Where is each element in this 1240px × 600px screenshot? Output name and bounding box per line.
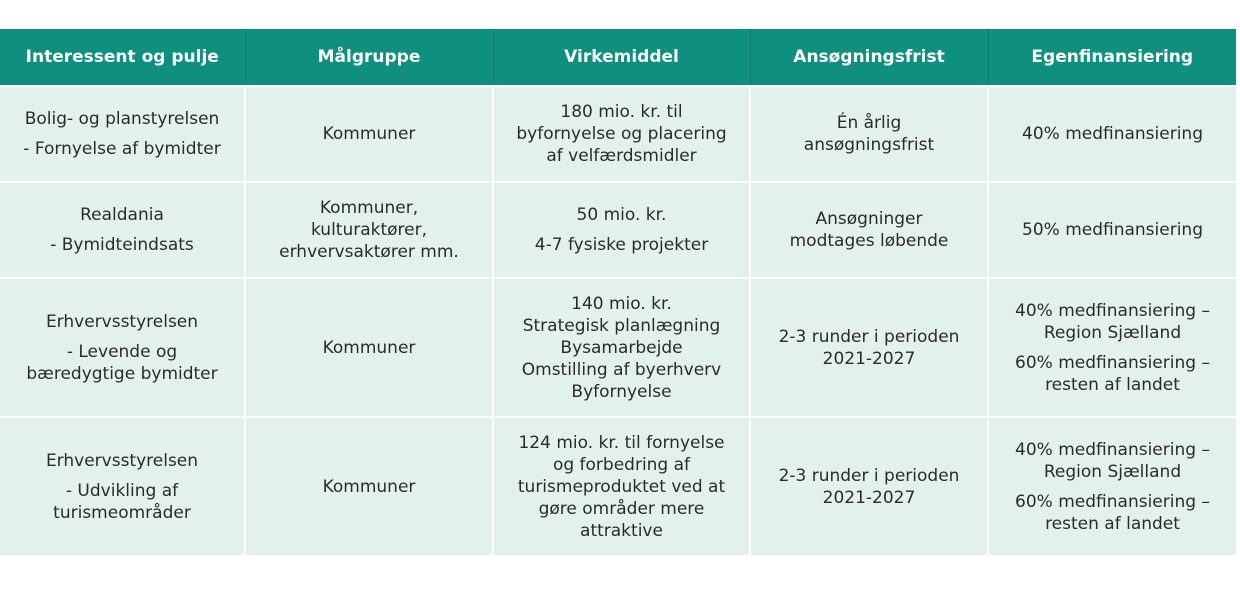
cell-line: ansøgningsfrist [803,135,935,155]
cell-line: Bysamarbejde [560,337,683,358]
cell-egenfinansiering [988,278,1236,417]
header-ansoegningsfrist: Ansøgningsfrist [750,29,988,86]
cell-virkemiddel [493,182,750,278]
cell-virkemiddel [493,278,750,417]
cell-line: turismeproduktet ved at [517,476,726,497]
cell-line: 60% medfinansiering – [1015,491,1210,512]
cell-line: 4-7 fysiske projekter [534,235,709,255]
cell-interessent [0,86,245,182]
cell-line: 40% medfinansiering – [1015,439,1210,460]
cell-line: Region Sjælland [1043,461,1182,482]
cell-interessent [0,417,245,555]
cell-frist [750,278,988,417]
cell-line: Kommuner [322,124,416,144]
cell-maalgruppe [245,417,493,555]
cell-line: gøre områder mere [538,498,705,519]
cell-line: 2021-2027 [822,487,916,508]
cell-line: af velfærdsmidler [546,146,697,166]
cell-line: - Udvikling af [65,480,179,501]
cell-virkemiddel [493,86,750,182]
cell-line: 140 mio. kr. [571,293,672,314]
cell-line: turismeområder [53,502,191,523]
cell-line: - Fornyelse af bymidter [23,139,221,159]
cell-line: 2-3 runder i perioden [778,465,960,486]
funding-table-container [0,29,1236,555]
cell-line: 40% medfinansiering [1022,124,1203,144]
cell-line: 2-3 runder i perioden [778,326,960,347]
cell-line: 40% medfinansiering – [1015,300,1210,321]
cell-line: Realdania [80,205,164,225]
funding-table [0,29,1236,555]
table-row [0,86,1236,182]
cell-line: resten af landet [1045,374,1180,395]
cell-frist [750,182,988,278]
cell-line: Byfornyelse [571,381,672,402]
cell-line: bæredygtige bymidter [26,363,218,384]
cell-line: Ansøgninger [815,209,923,229]
cell-maalgruppe [245,86,493,182]
cell-line: Erhvervsstyrelsen [45,450,199,471]
header-virkemiddel: Virkemiddel [493,29,750,86]
cell-frist [750,417,988,555]
cell-line: attraktive [580,520,663,541]
cell-line: - Levende og [66,341,178,362]
cell-maalgruppe [245,182,493,278]
cell-interessent [0,182,245,278]
cell-line: Bolig- og planstyrelsen [24,109,220,129]
cell-line: Erhvervsstyrelsen [45,311,199,332]
cell-line: 124 mio. kr. til fornyelse [518,432,725,453]
cell-interessent [0,278,245,417]
cell-line: Kommuner [322,337,416,358]
table-body [0,86,1236,555]
cell-line: 180 mio. kr. til [560,102,683,122]
header-maalgruppe: Målgruppe [245,29,493,86]
header-row [0,29,1236,86]
cell-line: 2021-2027 [822,348,916,369]
cell-line: 50 mio. kr. [576,205,667,225]
table-header [0,29,1236,86]
cell-egenfinansiering [988,86,1236,182]
table-row [0,182,1236,278]
cell-line: Kommuner [322,476,416,497]
cell-line: byfornyelse og placering [516,124,727,144]
cell-line: Én årlig [836,113,902,133]
cell-line: resten af landet [1045,513,1180,534]
cell-line: 50% medfinansiering [1022,220,1203,240]
table-row [0,417,1236,555]
cell-line: erhvervsaktører mm. [279,242,459,262]
cell-line: Region Sjælland [1043,322,1182,343]
cell-egenfinansiering [988,182,1236,278]
cell-line: - Bymidteindsats [50,235,194,255]
header-interessent: Interessent og pulje [0,29,245,86]
cell-line: kulturaktører, [310,220,428,240]
cell-line: Kommuner, [319,198,419,218]
cell-frist [750,86,988,182]
cell-virkemiddel [493,417,750,555]
cell-line: Strategisk planlægning [522,315,721,336]
cell-egenfinansiering [988,417,1236,555]
cell-line: Omstilling af byerhverv [521,359,722,380]
cell-line: og forbedring af [552,454,691,475]
cell-line: modtages løbende [789,231,949,251]
cell-line: 60% medfinansiering – [1015,352,1210,373]
table-row [0,278,1236,417]
cell-maalgruppe [245,278,493,417]
header-egenfinansiering: Egenfinansiering [988,29,1236,86]
